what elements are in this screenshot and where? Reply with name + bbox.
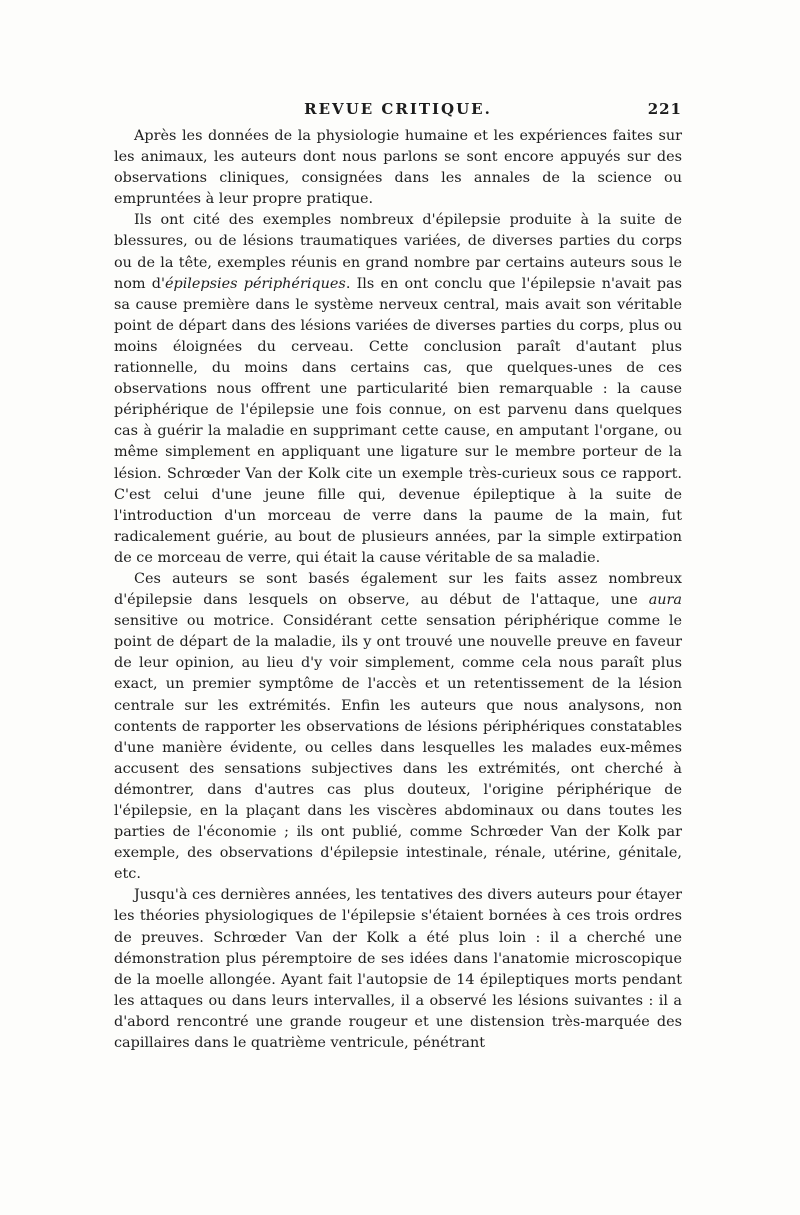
body-text	[114, 126, 682, 1054]
paragraph-anatomie-microscopique	[114, 885, 682, 1054]
running-title: REVUE CRITIQUE.	[304, 100, 492, 118]
paragraph-text: Après les données de la physiologie humaine et les expériences faites sur les animaux, les auteurs dont nous parlons se sont encore appuyés sur des observations cliniques, consignées dans les annales de la science ou empruntées à leur propre pratique.	[114, 128, 682, 208]
paragraph-text: Ils ont cité des exemples nombreux d'épilepsie produite à la suite de blessures, ou de lésions traumatiques variées, de diverses parties du corps ou de la tête, exemples réunis en grand nombre par certains auteurs sous le nom d'	[114, 212, 682, 292]
paragraph-text: . Ils en ont conclu que l'épilepsie n'avait pas sa cause première dans le système nerveux central, mais avait son véritable point de départ dans des lésions variées de diverses parties du corps, plus ou moins éloignées du cerveau. Cette conclusion paraît d'autant plus rationnelle, du moins dans certains cas, que quelques-unes de ces observations nous offrent une particularité bien remarquable : la cause périphérique de l'épilepsie une fois connue, on est parvenu dans quelques cas à guérir la maladie en supprimant cette cause, en amputant l'organe, ou même simplement en appliquant une ligature sur le membre porteur de la lésion. Schrœder Van der Kolk cite un exemple très-curieux sous ce rapport. C'est celui d'une jeune fille qui, devenue épileptique à la suite de l'introduction d'un morceau de verre dans la paume de la main, fut radicalement guérie, au bout de plusieurs années, par la simple extirpation de ce morceau de verre, qui était la cause véritable de sa maladie.	[114, 275, 682, 566]
paragraph-epilepsies-peripheriques	[114, 210, 682, 569]
paragraph-text: sensitive ou motrice. Considérant cette sensation périphérique comme le point de départ de la maladie, ils y ont trouvé une nouvelle preuve en faveur de leur opinion, au lieu d'y voir simplement, comme cela nous paraît plus exact, un premier symptôme de l'accès et un retentissement de la lésion centrale sur les extrémités. Enfin les auteurs que nous analysons, non contents de rapporter les observations de lésions périphériques constatables d'une manière évidente, ou celles dans lesquelles les malades eux-mêmes accusent des sensations subjectives dans les extrémités, ont cherché à démontrer, dans d'autres cas plus douteux, l'origine périphérique de l'épilepsie, en la plaçant dans les viscères abdominaux ou dans toutes les parties de l'économie ; ils ont publié, comme Schrœder Van der Kolk par exemple, des observations d'épilepsie intestinale, rénale, utérine, génitale, etc.	[114, 613, 682, 883]
paragraph-aura	[114, 569, 682, 885]
italic-term: aura	[648, 592, 682, 609]
paragraph-text: Jusqu'à ces dernières années, les tentatives des divers auteurs pour étayer les théories physiologiques de l'épilepsie s'étaient bornées à ces trois ordres de preuves. Schrœder Van der Kolk a été plus loin : il a cherché une démonstration plus péremptoire de ses idées dans l'anatomie microscopique de la moelle allongée. Ayant fait l'autopsie de 14 épileptiques morts pendant les attaques ou dans leurs intervalles, il a observé les lésions suivantes : il a d'abord rencontré une grande rougeur et une distension très-marquée des capillaires dans le quatrième ventricule, pénétrant	[114, 887, 682, 1052]
paragraph-text: Ces auteurs se sont basés également sur les faits assez nombreux d'épilepsie dans lesquels on observe, au début de l'attaque, une	[114, 570, 682, 609]
paragraph-observations-cliniques	[114, 126, 682, 210]
italic-term: épilepsies périphériques	[164, 275, 346, 292]
running-header	[114, 100, 682, 126]
page-number: 221	[647, 100, 682, 118]
